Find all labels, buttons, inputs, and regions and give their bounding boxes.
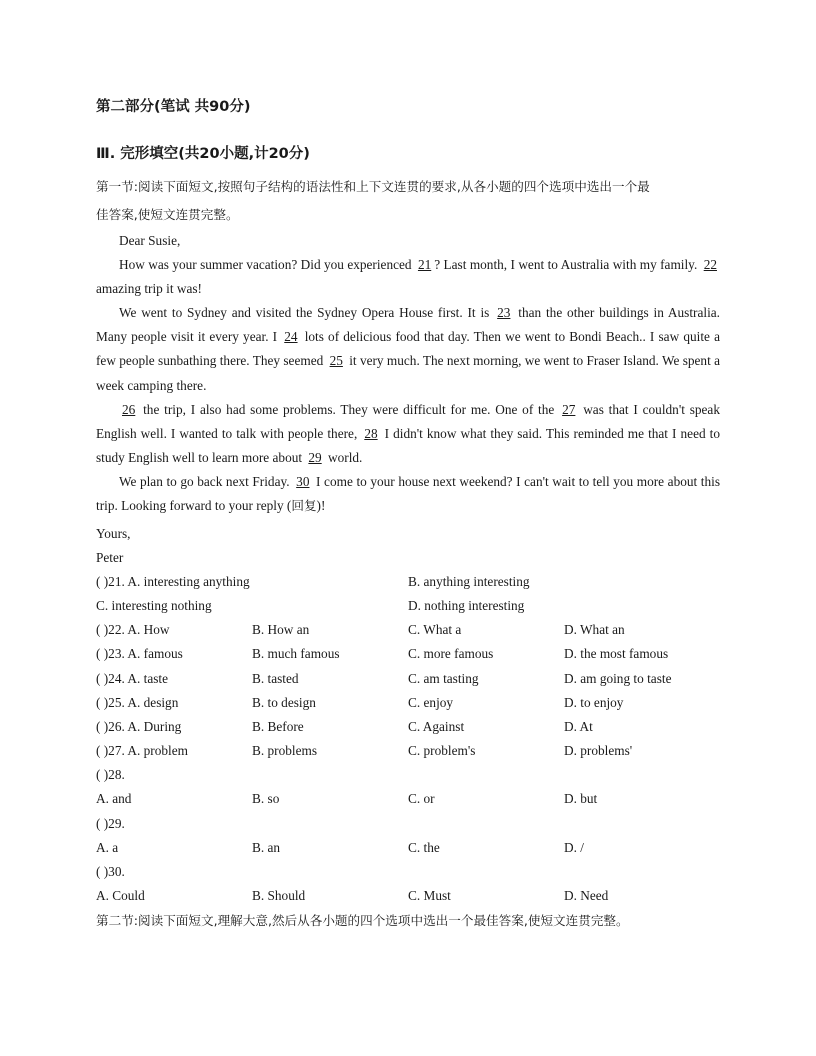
question-24 [96, 670, 736, 690]
option-23-c: C. more famous [408, 646, 494, 661]
option-22-b: B. How an [252, 622, 310, 637]
option-23-b: B. much famous [252, 646, 340, 661]
section2-instruction: 第二节:阅读下面短文,理解大意,然后从各小题的四个选项中选出一个最佳答案,使短文连贯完整。 [96, 913, 629, 928]
option-25-d: D. to enjoy [564, 695, 624, 710]
blank-27: 27 [562, 402, 576, 417]
option-27-a: ( )27. A. problem [96, 743, 188, 758]
option-29-c: C. the [408, 840, 440, 855]
section1-instruction-line1: 第一节:阅读下面短文,按照句子结构的语法性和上下文连贯的要求,从各小题的四个选项中选出一个最 [96, 179, 650, 194]
option-26-c: C. Against [408, 719, 465, 734]
option-21-a: ( )21. A. interesting anything [96, 574, 250, 589]
option-25-b: B. to design [252, 695, 316, 710]
blank-25: 25 [329, 353, 343, 369]
letter-paragraph-1: How was your summer vacation? Did you experienced 21 ? Last month, I went to Australia with my family. 22 amazing trip it was! [96, 253, 720, 301]
section-title: Ⅲ. 完形填空(共20小题,计20分) [96, 146, 310, 162]
blank-30: 30 [296, 474, 310, 489]
option-25-c: C. enjoy [408, 695, 454, 710]
option-21-d: D. nothing interesting [408, 598, 525, 613]
option-30-d: D. Need [564, 888, 609, 903]
letter-paragraph-2: We went to Sydney and visited the Sydney Opera House first. It is 23 than the other buildings in Australia. Many people visit it every year. I 24 lots of delicious food that day. Then we went to Bondi Beach.. I saw quite a few people sunbathing there. They seemed 25 it very much. The next morning, we went to Fraser Island. We spent a week camping there. [96, 305, 720, 393]
letter-closing: Yours, [96, 526, 131, 541]
option-26-b: B. Before [252, 719, 304, 734]
question-28-label: ( )28. [96, 767, 125, 782]
option-21-c: C. interesting nothing [96, 598, 212, 613]
question-29-label: ( )29. [96, 816, 125, 831]
option-28-d: D. but [564, 791, 598, 806]
option-28-c: C. or [408, 791, 435, 806]
blank-22: 22 [703, 257, 717, 272]
option-24-c: C. am tasting [408, 671, 479, 686]
option-23-a: ( )23. A. famous [96, 646, 183, 661]
option-26-a: ( )26. A. During [96, 719, 182, 734]
letter-paragraph-4: We plan to go back next Friday. 30 I come to your house next weekend? I can't wait to tell you more about this trip. Looking forward to your reply (回复)! [96, 474, 721, 514]
option-27-c: C. problem's [408, 743, 476, 758]
letter-paragraph-3: 26 the trip, I also had some problems. They were difficult for me. One of the 27 was that I couldn't speak English well. I wanted to talk with people there, 28 I didn't know what they said. This reminded me that I need to study English well to learn more about 29 world. [96, 402, 720, 466]
question-25 [96, 694, 736, 714]
option-30-b: B. Should [252, 888, 306, 903]
option-30-a: A. Could [96, 888, 145, 903]
option-29-d: D. / [564, 840, 584, 855]
letter-signature: Peter [96, 550, 124, 565]
option-29-b: B. an [252, 840, 281, 855]
option-28-a: A. and [96, 791, 132, 806]
section1-instruction-line2: 佳答案,使短文连贯完整。 [96, 207, 239, 222]
option-27-b: B. problems [252, 743, 318, 758]
blank-29: 29 [308, 450, 322, 466]
blank-24: 24 [284, 329, 298, 345]
option-24-a: ( )24. A. taste [96, 671, 169, 686]
question-26 [96, 718, 736, 738]
option-24-b: B. tasted [252, 671, 299, 686]
option-23-d: D. the most famous [564, 646, 669, 661]
question-27 [96, 742, 736, 762]
question-21 [96, 573, 736, 593]
blank-23: 23 [497, 305, 511, 320]
option-30-c: C. Must [408, 888, 451, 903]
question-29 [96, 839, 736, 859]
question-22 [96, 621, 736, 641]
option-22-c: C. What a [408, 622, 462, 637]
question-21-cont [96, 597, 736, 617]
question-28 [96, 790, 736, 810]
option-24-d: D. am going to taste [564, 671, 672, 686]
question-23 [96, 645, 736, 665]
letter-salutation: Dear Susie, [119, 233, 181, 248]
option-22-a: ( )22. A. How [96, 622, 170, 637]
option-27-d: D. problems' [564, 743, 633, 758]
option-29-a: A. a [96, 840, 119, 855]
option-21-b: B. anything interesting [408, 574, 530, 589]
option-22-d: D. What an [564, 622, 625, 637]
question-30 [96, 887, 736, 907]
question-30-label: ( )30. [96, 864, 125, 879]
part-title: 第二部分(笔试 共90分) [96, 99, 251, 115]
blank-28: 28 [364, 426, 378, 442]
option-25-a: ( )25. A. design [96, 695, 179, 710]
option-26-d: D. At [564, 719, 593, 734]
option-28-b: B. so [252, 791, 280, 806]
blank-21: 21 [417, 257, 432, 272]
blank-26: 26 [122, 402, 136, 417]
